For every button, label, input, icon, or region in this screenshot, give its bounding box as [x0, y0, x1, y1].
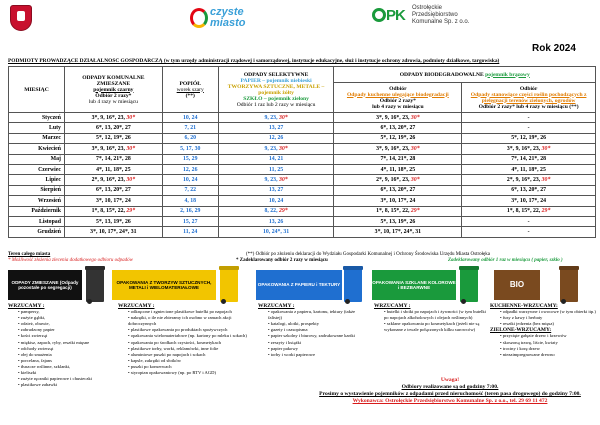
list-item: • kieliszki [18, 370, 108, 376]
mixed-cell: 3*, 9, 16*, 23, 30* [64, 113, 162, 123]
table-row [9, 216, 596, 226]
list-plastic: WRZUCAMY : • odkręcone i zgniecione plastikowe butelki po napojach • nakrętki, o ile nie zbieramy ich osobno w ramach akcji dobroczynnych • plastikowe opakowania po produktach spożywczych • opakowania wielomateriałowe (np. kartony po mleku i sokach) • opakowania po środkach czystości, kosmetykach • plastikowe torby, worki, reklamówki, inne folie • aluminiowe puszki po napojach i sokach • kapsle, zakrętki od słoików • puszki po konserwach • styropian opakowaniowy (np. po RTV i AGD) [118, 303, 250, 376]
header-mixed: ODPADY KOMUNALNE ZMIESZANE pojemnik czarny Odbiór 2 razy* lub 4 razy w miesiącu [64, 67, 162, 113]
list-item: • kości zwierząt [18, 333, 108, 339]
table-row [9, 175, 596, 185]
selective-cell: 13, 27 [218, 123, 334, 133]
note-once-monthly: Zadeklarowany odbiór 1 raz w miesiącu ( papier, szkło ) [448, 258, 563, 263]
green-cell: - [462, 216, 596, 226]
note-twice-monthly: * Zadeklarowany odbiór 2 razy w miesiącu [236, 258, 328, 263]
category-paper: OPAKOWANIA Z PAPIERU i TEKTURY [256, 270, 342, 300]
kitchen-cell: 3*, 10, 17*, 24 [334, 196, 462, 206]
ash-cell: 6, 20 [162, 133, 218, 143]
ash-cell: 10, 24 [162, 113, 218, 123]
list-item: • plastikowe opakowania po produktach spożywczych [128, 327, 250, 333]
green-cell: 4*, 11, 18*, 25 [462, 164, 596, 174]
yellow-bin-icon [220, 266, 238, 302]
mixed-cell: 7*, 14, 21*, 28 [64, 154, 162, 164]
list-bio: KUCHENNE-WRZUCAMY: • odpadki warzywne i owocowe (w tym obierki itp.) • fusy z kawy i herbaty • resztki jedzenia (bez mięsa) ZIELONE-WRZUCAMY: • przycięte gałęzie drzew i krzewów • skoszoną trawę, liście, kwiaty • trociny i korę drzew • niezaimpregnowane drewno [490, 303, 598, 358]
list-item: • papier pakowy [268, 346, 368, 352]
czyste-miasto-logo [190, 6, 268, 32]
table-row [9, 133, 596, 143]
mixed-cell: 4*, 11, 18*, 25 [64, 164, 162, 174]
selective-cell: 10, 24 [218, 196, 334, 206]
notice-placement: Prosimy o wystawienie pojemników z odpadami przed nieruchomość (teren pasa drogowego) do godziny 7:00. [319, 391, 581, 397]
black-bin-icon [86, 266, 104, 302]
month-cell: Marzec [9, 133, 65, 143]
ash-cell: 7, 21 [162, 123, 218, 133]
list-item: • plastikowe zabawki [18, 382, 108, 388]
list-item: • butelki i słoiki po napojach i żywności (w tym butelki po napojach alkoholowych i olejach roślinnych) [384, 309, 488, 321]
month-cell: Luty [9, 123, 65, 133]
green-cell: - [462, 113, 596, 123]
company-name: Ostrołęckie Przedsiębiorstwo Komunalne Sp. z o.o. [412, 5, 470, 25]
kitchen-cell: 2*, 9, 16*, 23, 30* [334, 175, 462, 185]
city-crest-icon [10, 5, 32, 31]
green-cell: - [462, 123, 596, 133]
month-cell: Grudzień [9, 227, 65, 237]
mixed-cell: 6*, 13, 20*, 27 [64, 123, 162, 133]
list-item: • zeszyty i książki [268, 340, 368, 346]
header-bio-kitchen: Odbiór Odpady kuchenne ulegające biodegradacji Odbiór 2 razy* lub 4 razy w miesiącu [334, 83, 462, 113]
list-item: • kapsle, zakrętki od słoików [128, 358, 250, 364]
header-ash: POPIÓŁ worek szary (**) [162, 67, 218, 113]
o-ring-icon [372, 8, 386, 22]
kitchen-cell: 1*, 8, 15*, 22, 29* [334, 206, 462, 216]
green-cell: - [462, 227, 596, 237]
month-cell: Wrzesień [9, 196, 65, 206]
list-item: • opakowania wielomateriałowe (np. kartony po mleku i sokach) [128, 333, 250, 339]
list-item: • niezaimpregnowane drewno [500, 352, 598, 358]
month-cell: Sierpień [9, 185, 65, 195]
page-header [0, 0, 600, 40]
notice-title: Uwaga! [440, 377, 460, 383]
list-item: • przycięte gałęzie drzew i krzewów [500, 333, 598, 339]
month-cell: Styczeń [9, 113, 65, 123]
selective-cell: 14, 21 [218, 154, 334, 164]
kitchen-cell: 6*, 13, 20*, 27 [334, 123, 462, 133]
kitchen-cell: 5*, 13, 19*, 26 [334, 216, 462, 226]
list-item: • puszki po konserwach [128, 364, 250, 370]
green-cell: 1*, 8, 15*, 22, 29* [462, 206, 596, 216]
ash-cell: 4, 18 [162, 196, 218, 206]
ash-cell: 15, 27 [162, 216, 218, 226]
ash-cell: 5, 17, 30 [162, 144, 218, 154]
swirl-icon [190, 8, 208, 28]
list-item: • aluminiowe puszki po napojach i sokach [128, 352, 250, 358]
month-cell: Kwiecień [9, 144, 65, 154]
list-mixed: WRZUCAMY : • pampersy, • zużyte gąbki, • odzież, obuwie, • zabrudzony papier • kości zwierząt • miękisz, zapach, ryby, resztki mięsne • odchody zwierząt • ołej do smażenia • porcelana, fajans • tłuszcze roślinne, szklanki, • kieliszki • zużyte ręczniki papierowe i chusteczki • plastikowe zabawki [8, 303, 108, 388]
kitchen-cell: 3*, 10, 17*, 24*, 31 [334, 227, 462, 237]
table-row [9, 113, 596, 123]
note-extra-pickup: * Możliwość złożenia zlecenia dodatkowego odbioru odpadów [8, 258, 133, 263]
kitchen-cell: 3*, 9, 16*, 23, 30* [334, 144, 462, 154]
bottom-notice [300, 377, 600, 405]
header-bio: ODPADY BIODEGRADOWALNE pojemnik brązowy [334, 67, 596, 83]
table-row [9, 123, 596, 133]
kitchen-cell: 5*, 12, 19*, 26 [334, 133, 462, 143]
ash-cell: 10, 24 [162, 175, 218, 185]
list-item: • zużyte ręczniki papierowe i chusteczki [18, 376, 108, 382]
selective-cell: 13, 27 [218, 185, 334, 195]
list-item: • skoszoną trawę, liście, kwiaty [500, 340, 598, 346]
list-item: • tłuszcze roślinne, szklanki, [18, 364, 108, 370]
notice-hours: Odbiory realizowane są od godziny 7:00. [401, 384, 499, 390]
schedule-table [8, 66, 596, 238]
list-item: • styropian opakowaniowy (np. po RTV i AGD) [128, 370, 250, 376]
category-glass: OPAKOWANIA SZKLANE KOLOROWE i BEZBARWNE [372, 270, 456, 300]
ash-cell: 11, 24 [162, 227, 218, 237]
list-item: • porcelana, fajans [18, 358, 108, 364]
table-row [9, 185, 596, 195]
green-cell: 6*, 13, 20*, 27 [462, 185, 596, 195]
kitchen-cell: 7*, 14, 21*, 28 [334, 154, 462, 164]
list-item: • miękisz, zapach, ryby, resztki mięsne [18, 340, 108, 346]
table-row [9, 196, 596, 206]
kitchen-cell: 3*, 9, 16*, 23, 30* [334, 113, 462, 123]
list-item: • plastikowe torby, worki, reklamówki, inne folie [128, 346, 250, 352]
mixed-cell: 6*, 13, 20*, 27 [64, 185, 162, 195]
month-cell: Maj [9, 154, 65, 164]
list-item: • torby i worki papierowe [268, 352, 368, 358]
green-cell: 7*, 14, 21*, 28 [462, 154, 596, 164]
blue-bin-icon [344, 266, 362, 302]
mixed-cell: 1*, 8, 15*, 22, 29* [64, 206, 162, 216]
list-item: • odkręcone i zgniecione plastikowe butelki po napojach [128, 309, 250, 315]
table-row [9, 144, 596, 154]
table-row [9, 154, 596, 164]
selective-cell: 10, 24*, 31 [218, 227, 334, 237]
month-cell: Październik [9, 206, 65, 216]
month-cell: Lipiec [9, 175, 65, 185]
list-item: • katalogi, ulotki, prospekty [268, 321, 368, 327]
category-plastic: OPAKOWANIA Z TWORZYW SZTUCZNYCH, METALI i WIELOMATERIAŁOWE [112, 270, 216, 300]
table-row [9, 206, 596, 216]
list-item: • szklane opakowania po kosmetykach (jeżeli nie są wykonane z trwale połączonych kilku surowców) [384, 321, 488, 333]
green-cell: 2*, 9, 16*, 23, 30* [462, 175, 596, 185]
note-declaration: (**) Odbiór po złożeniu deklaracji do Wydziału Gospodarki Komunalnej i Ochrony Środowiska Urzędu Miasta Ostrołęka [246, 252, 490, 257]
list-item: • zużyte gąbki, [18, 315, 108, 321]
opk-logo [372, 6, 412, 28]
list-item: • odzież, obuwie, [18, 321, 108, 327]
mixed-cell: 3*, 10, 17*, 24*, 31 [64, 227, 162, 237]
ash-cell: 7, 22 [162, 185, 218, 195]
opk-logo-text: PK [386, 7, 405, 24]
month-cell: Listopad [9, 216, 65, 226]
mixed-cell: 5*, 12, 19*, 26 [64, 133, 162, 143]
year-title: Rok 2024 [532, 43, 576, 54]
list-item: • pampersy, [18, 309, 108, 315]
list-item: • zabrudzony papier [18, 327, 108, 333]
category-bio: BIO [494, 270, 540, 300]
list-item: • papier szkolny i biurowy, zadrukowane kartki [268, 333, 368, 339]
list-glass: WRZUCAMY : • butelki i słoiki po napojach i żywności (w tym butelki po napojach alkoholowych i olejach roślinnych) • szklane opakowania po kosmetykach (jeżeli nie są wykonane z trwale połączonych kilku surowców) [374, 303, 488, 333]
green-cell: 3*, 9, 16*, 23, 30* [462, 144, 596, 154]
kitchen-cell: 4*, 11, 18*, 25 [334, 164, 462, 174]
selective-cell: 9, 23, 30* [218, 113, 334, 123]
selective-cell: 13, 26 [218, 216, 334, 226]
list-item: • ołej do smażenia [18, 352, 108, 358]
mixed-cell: 3*, 10, 17*, 24 [64, 196, 162, 206]
table-row [9, 227, 596, 237]
list-item: • trociny i korę drzew [500, 346, 598, 352]
month-cell: Czerwiec [9, 164, 65, 174]
list-item: • fusy z kawy i herbaty [500, 315, 598, 321]
green-bin-icon [460, 266, 478, 302]
list-item: • odpadki warzywne i owocowe (w tym obierki itp.) [500, 309, 598, 315]
list-item: • opakowania po środkach czystości, kosmetykach [128, 340, 250, 346]
header-bio-green: Odbiór Odpady stanowiące części roślin pochodzących z pielęgnacji terenów zielonych, ogrodów Odbiór 2 razy* lub 4 razy w miesiącu (**) [462, 83, 596, 113]
selective-cell: 12, 26 [218, 133, 334, 143]
header-selective: ODPADY SELEKTYWNE PAPIER – pojemnik niebieski TWORZYWA SZTUCZNE, METALE – pojemnik żółty SZKŁO – pojemnik zielony Odbiór 1 raz lub 2 razy w miesiącu [218, 67, 334, 113]
list-item: • nakrętki, o ile nie zbieramy ich osobno w ramach akcji dobroczynnych [128, 315, 250, 327]
contractor-info: Wykonawca: Ostrołęckie Przedsiębiorstwo Komunalne Sp. z o.o., tel. 29 69 11 472 [352, 398, 548, 404]
ash-cell: 12, 26 [162, 164, 218, 174]
selective-cell: 9, 23, 30* [218, 144, 334, 154]
mixed-cell: 2*, 9, 16*, 23, 30* [64, 175, 162, 185]
selective-cell: 8, 22, 29* [218, 206, 334, 216]
list-item: • opakowania z papieru, kartonu, tektury (także falistej) [268, 309, 368, 321]
intro-heading: PODMIOTY PROWADZĄCE DZIAŁALNOŚĆ GOSPODARCZĄ (w tym urzędy administracji rządowej i samorządowej, instytucje edukacyjne, służ i instytucje ochrony zdrowia, podmioty działkowe, targowiska) [8, 58, 500, 64]
ash-cell: 15, 29 [162, 154, 218, 164]
selective-cell: 11, 25 [218, 164, 334, 174]
selective-cell: 9, 23, 30* [218, 175, 334, 185]
list-item: • resztki jedzenia (bez mięsa) [500, 321, 598, 327]
list-item: • odchody zwierząt [18, 346, 108, 352]
green-cell: 3*, 10, 17*, 24 [462, 196, 596, 206]
table-row [9, 164, 596, 174]
green-cell: 5*, 12, 19*, 26 [462, 133, 596, 143]
category-mixed: ODPADY ZMIESZANE (Odpady pozostałe po segregacji) [8, 270, 82, 300]
kitchen-cell: 6*, 13, 20*, 27 [334, 185, 462, 195]
ash-cell: 2, 16, 29 [162, 206, 218, 216]
header-month: MIESIĄC [9, 67, 65, 113]
logo-text-2: miasto [210, 17, 246, 29]
note-area: Teren całego miasta [8, 252, 51, 257]
list-paper: WRZUCAMY : • opakowania z papieru, kartonu, tektury (także falistej) • katalogi, ulotki, prospekty • gazety i czasopisma • papier szkolny i biurowy, zadrukowane kartki • zeszyty i książki • papier pakowy • torby i worki papierowe [258, 303, 368, 358]
mixed-cell: 5*, 13, 19*, 26 [64, 216, 162, 226]
brown-bin-icon [560, 266, 578, 302]
logo-text-1: czyste [210, 6, 244, 18]
list-item: • gazety i czasopisma [268, 327, 368, 333]
mixed-cell: 3*, 9, 16*, 23, 30* [64, 144, 162, 154]
